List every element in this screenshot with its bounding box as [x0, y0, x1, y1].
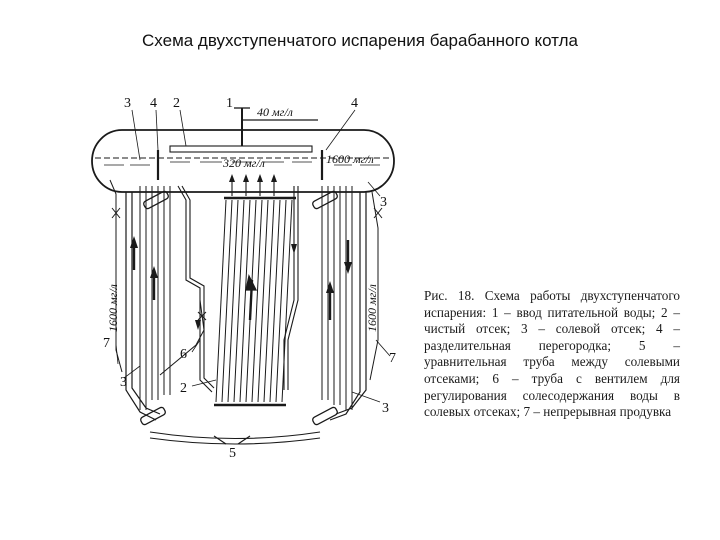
label-2-bottom: 2 [180, 381, 187, 396]
conc-side-left: 1600 мг/л [106, 284, 120, 332]
slide-title: Схема двухступенчатого испарения барабанного котла [142, 31, 578, 50]
label-4-left: 4 [150, 96, 157, 111]
label-6: 6 [180, 347, 187, 362]
label-3-right-top: 3 [380, 195, 387, 210]
header-left-bottom [140, 406, 167, 425]
label-7-right: 7 [389, 351, 396, 366]
conc-side-right: 1600 мг/л [365, 284, 379, 332]
figure-caption: Рис. 18. Схема работы двухступенчатого испарения: 1 – ввод питательной воды; 2 – чистый отсек; 3 – солевой отсек; 4 – разделительная перегородка; 5 – уравнительная труба между солевыми отсеками; 6 – труба с вентилем для регулирования солесодержания воды в солевых отсеках; 7 – непрерывная продувка [424, 288, 680, 420]
conc-clean: 320 мг/л [223, 156, 265, 170]
clean-downcomers [178, 186, 298, 392]
label-4-right: 4 [351, 96, 358, 111]
header-left-top [143, 190, 170, 209]
conc-feed: 40 мг/л [257, 105, 293, 119]
label-5: 5 [229, 446, 236, 461]
equalizing-pipe [150, 432, 320, 444]
label-7-left: 7 [103, 336, 110, 351]
label-3-top-left: 3 [124, 96, 131, 111]
label-3-right-bottom: 3 [382, 401, 389, 416]
regulating-pipe [160, 300, 206, 375]
label-1: 1 [226, 96, 233, 111]
header-right-bottom [312, 406, 339, 425]
label-2-top: 2 [173, 96, 180, 111]
conc-salt-right: 1600 мг/л [326, 152, 374, 166]
label-3-left-bottom: 3 [120, 375, 127, 390]
